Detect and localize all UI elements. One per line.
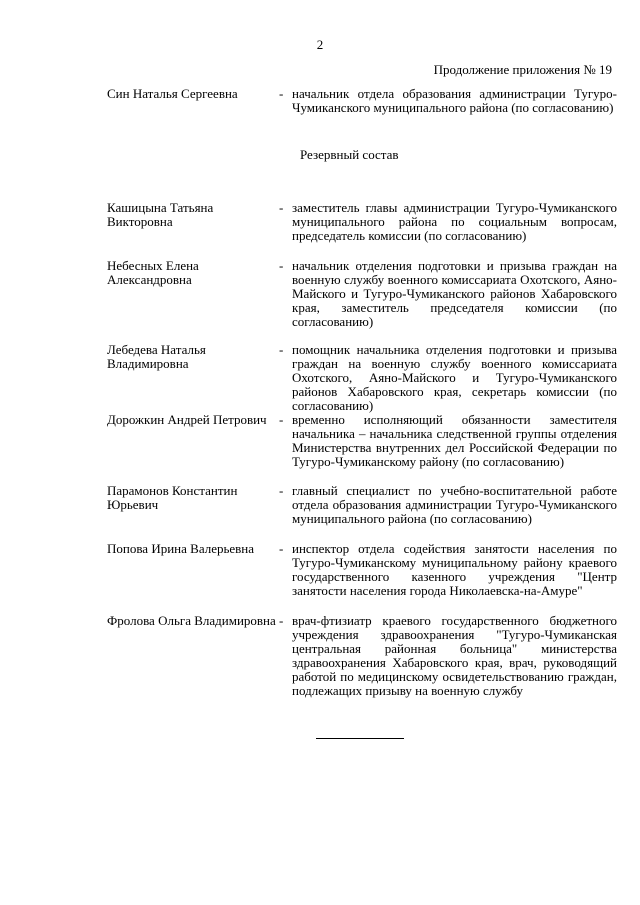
reserve-title: Резервный состав [300,147,399,162]
appendix-continuation: Продолжение приложения № 19 [433,62,612,77]
member-name: Син Наталья Сергеевна [107,86,238,101]
member-name: Фролова Ольга Владимировна [107,613,276,628]
member-position: помощник начальника отделения подготовки и призыва граждан на военную службу военного комиссариата Охотского, Аяно-Майского и Тугуро-Чумиканского районов Хабаровского края, секретарь комиссии (по согласованию) [292,342,617,413]
end-divider [316,738,404,739]
page-number: 2 [316,37,324,52]
member-name: Дорожкин Андрей Петрович [107,412,267,427]
member-position: врач-фтизиатр краевого государственного бюджетного учреждения здравоохранения "Тугуро-Чумиканская центральная районная больница" министерства здравоохранения Хабаровского края, врач, руководящий работой по медицинскому освидетельствованию граждан, подлежащих призыву на военную службу [292,613,617,698]
member-name: Лебедева Наталья Владимировна [107,342,206,371]
dash: - [279,613,284,628]
dash: - [279,541,284,556]
dash: - [279,412,284,427]
dash: - [279,483,284,498]
member-name: Попова Ирина Валерьевна [107,541,255,556]
member-position: начальник отделения подготовки и призыва граждан на военную службу военного комиссариата Охотского, Аяно-Майского и Тугуро-Чумиканского районов Хабаровского края, заместитель председателя комиссии (по согласованию) [292,258,617,329]
member-position: главный специалист по учебно-воспитательной работе отдела образования администрации Тугуро-Чумиканского муниципального района (по согласованию) [292,483,617,526]
dash: - [279,258,284,273]
member-name: Кашицына Татьяна Викторовна [107,200,214,229]
member-name: Парамонов Константин Юрьевич [107,483,238,512]
dash: - [279,86,284,101]
dash: - [279,200,284,215]
member-position: начальник отдела образования администрации Тугуро-Чумиканского муниципального района (по согласованию) [292,86,617,115]
member-position: инспектор отдела содействия занятости населения по Тугуро-Чумиканскому муниципальному району краевого государственного казенного учреждения "Центр занятости населения города Николаевска-на-Амуре" [292,541,617,598]
dash: - [279,342,284,357]
member-position: временно исполняющий обязанности заместителя начальника – начальника следственной группы отделения Министерства внутренних дел Российской Федерации по Тугуро-Чумиканскому району (по согласованию) [292,412,617,469]
member-position: заместитель главы администрации Тугуро-Чумиканского муниципального района по социальным вопросам, председатель комиссии (по согласованию) [292,200,617,243]
member-name: Небесных Елена Александровна [107,258,199,287]
